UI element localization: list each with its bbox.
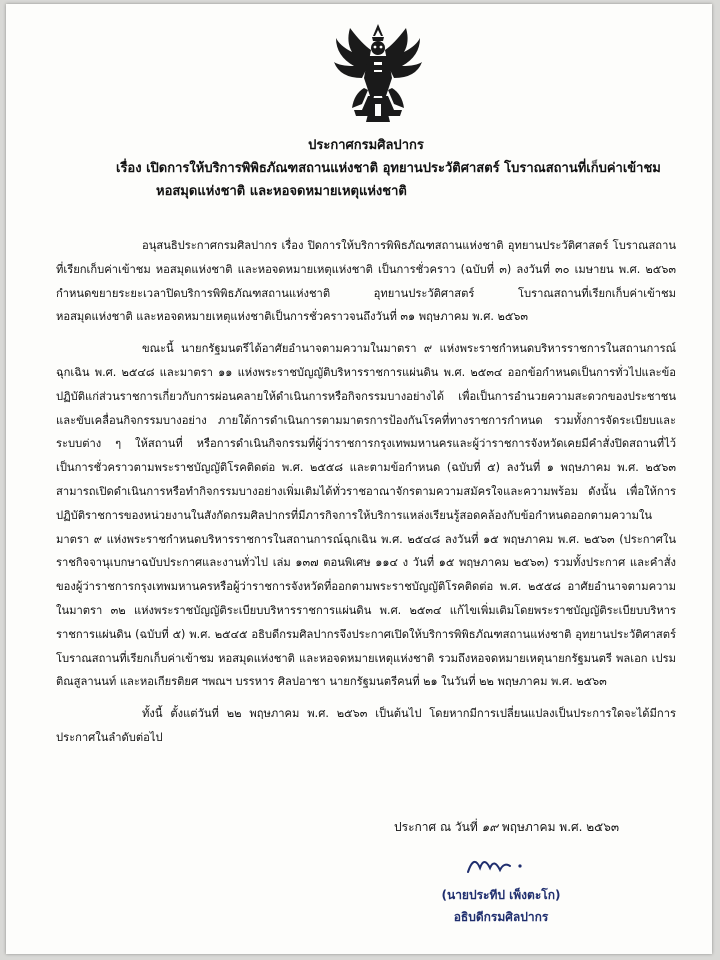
subject-line-1: เรื่อง เปิดการให้บริการพิพิธภัณฑสถานแห่งชาติ อุทยานประวัติศาสตร์ โบราณสถานที่เก็บค่าเข้าชม [116,161,661,176]
paragraph-effective-date: ทั้งนี้ ตั้งแต่วันที่ ๒๒ พฤษภาคม พ.ศ. ๒๕๖๓ เป็นต้นไป โดยหากมีการเปลี่ยนแปลงเป็นประการใดจะได้มีการประกาศในลำดับต่อไป [56,707,676,744]
announcement-body [56,234,676,750]
handwritten-signature-icon [462,848,532,878]
signer-block [401,884,601,928]
paragraph-background: อนุสนธิประกาศกรมศิลปากร เรื่อง ปิดการให้บริการพิพิธภัณฑสถานแห่งชาติ อุทยานประวัติศาสตร์ โบราณสถานที่เรียกเก็บค่าเข้าชม หอสมุดแห่งชาติ และหอจดหมายเหตุแห่งชาติ เป็นการชั่วคราว (ฉบับที่ ๓) ลงวันที่ ๓๐ เมษายน พ.ศ. ๒๕๖๓ กำหนดขยายระยะเวลาปิดบริการพิพิธภัณฑสถานแห่งชาติ อุทยานประวัติศาสตร์ โบราณสถานที่เรียกเก็บค่าเข้าชม หอสมุดแห่งชาติ และหอจดหมายเหตุแห่งชาติเป็นการชั่วคราวจนถึงวันที่ ๓๑ พฤษภาคม พ.ศ. ๒๕๖๓ [56,239,676,324]
subject-line-2: หอสมุดแห่งชาติ และหอจดหมายเหตุแห่งชาติ [156,184,407,199]
garuda-emblem-icon [332,22,424,126]
signer-name: (นายประทีป เพ็งตะโก) [441,888,561,902]
issuer-title: ประกาศกรมศิลปากร [308,138,424,153]
paragraph-reopening: ขณะนี้ นายกรัฐมนตรีได้อาศัยอำนาจตามความในมาตรา ๙ แห่งพระราชกำหนดบริหารราชการในสถานการณ์ฉุกเฉิน พ.ศ. ๒๕๔๘ และมาตรา ๑๑ แห่งพระราชบัญญัติบริหารราชการแผ่นดิน พ.ศ. ๒๕๓๔ ออกข้อกำหนดเป็นการทั่วไปและข้อปฏิบัติแก่ส่วนราชการเกี่ยวกับการผ่อนคลายให้ดำเนินการหรือกิจกรรมบางอย่างได้ เพื่อเป็นการอำนวยความสะดวกของประชาชนและขับเคลื่อนกิจกรรมบางอย่าง ภายใต้การดำเนินการตามมาตรการป้องกันโรคที่ทางราชการกำหนด รวมทั้งการจัดระเบียบและระบบต่าง ๆ ให้สถานที่ หรือการดำเนินกิจกรรมที่ผู้ว่าราชการกรุงเทพมหานครและผู้ว่าราชการจังหวัดเคยมีคำสั่งปิดสถานที่ไว้เป็นการชั่วคราวตามพระราชบัญญัติโรคติดต่อ พ.ศ. ๒๕๕๘ และตามข้อกำหนด (ฉบับที่ ๕) ลงวันที่ ๑ พฤษภาคม พ.ศ. ๒๕๖๓ สามารถเปิดดำเนินการหรือทำกิจกรรมบางอย่างเพิ่มเติมได้ทั่วราชอาณาจักรตามความสมัครใจและความพร้อม ดังนั้น เพื่อให้การปฏิบัติราชการของหน่วยงานในสังกัดกรมศิลปากรที่มีภารกิจการให้บริการแหล่งเรียนรู้สอดคล้องกับข้อกำหนดออกตามความในมาตรา ๙ แห่งพระราชกำหนดบริหารราชการในสถานการณ์ฉุกเฉิน พ.ศ. ๒๕๔๘ ลงวันที่ ๑๕ พฤษภาคม พ.ศ. ๒๕๖๓ (ประกาศในราชกิจจานุเบกษาฉบับประกาศและงานทั่วไป เล่ม ๑๓๗ ตอนพิเศษ ๑๑๔ ง วันที่ ๑๕ พฤษภาคม ๒๕๖๓) รวมทั้งประกาศ และคำสั่งของผู้ว่าราชการกรุงเทพมหานครหรือผู้ว่าราชการจังหวัดที่ออกตามพระราชบัญญัติโรคติดต่อ พ.ศ. ๒๕๕๘ อาศัยอำนาจตามความในมาตรา ๓๒ แห่งพระราชบัญญัติระเบียบบริหารราชการแผ่นดิน พ.ศ. ๒๕๓๔ แก้ไขเพิ่มเติมโดยพระราชบัญญัติระเบียบบริหารราชการแผ่นดิน (ฉบับที่ ๕) พ.ศ. ๒๕๔๕ อธิบดีกรมศิลปากรจึงประกาศเปิดให้บริการพิพิธภัณฑสถานแห่งชาติ อุทยานประวัติศาสตร์ โบราณสถานที่เรียกเก็บค่าเข้าชม หอสมุดแห่งชาติ และหอจดหมายเหตุแห่งชาติ รวมถึงหอจดหมายเหตุนายกรัฐมนตรี พลเอก เปรม ติณสูลานนท์ และหอเกียรติยศ ฯพณฯ บรรหาร ศิลปอาชา นายกรัฐมนตรีคนที่ ๒๑ ในวันที่ ๒๒ พฤษภาคม พ.ศ. ๒๕๖๓ [56,342,676,689]
dateline-suffix: พฤษภาคม พ.ศ. ๒๕๖๓ [501,820,620,834]
dateline-prefix: ประกาศ ณ วันที่ [394,820,478,834]
announcement-page [6,4,712,954]
signer-title: อธิบดีกรมศิลปากร [453,910,549,924]
announcement-header [46,134,686,203]
dateline-day: ๑๙ [481,820,498,834]
announcement-dateline [394,818,619,837]
